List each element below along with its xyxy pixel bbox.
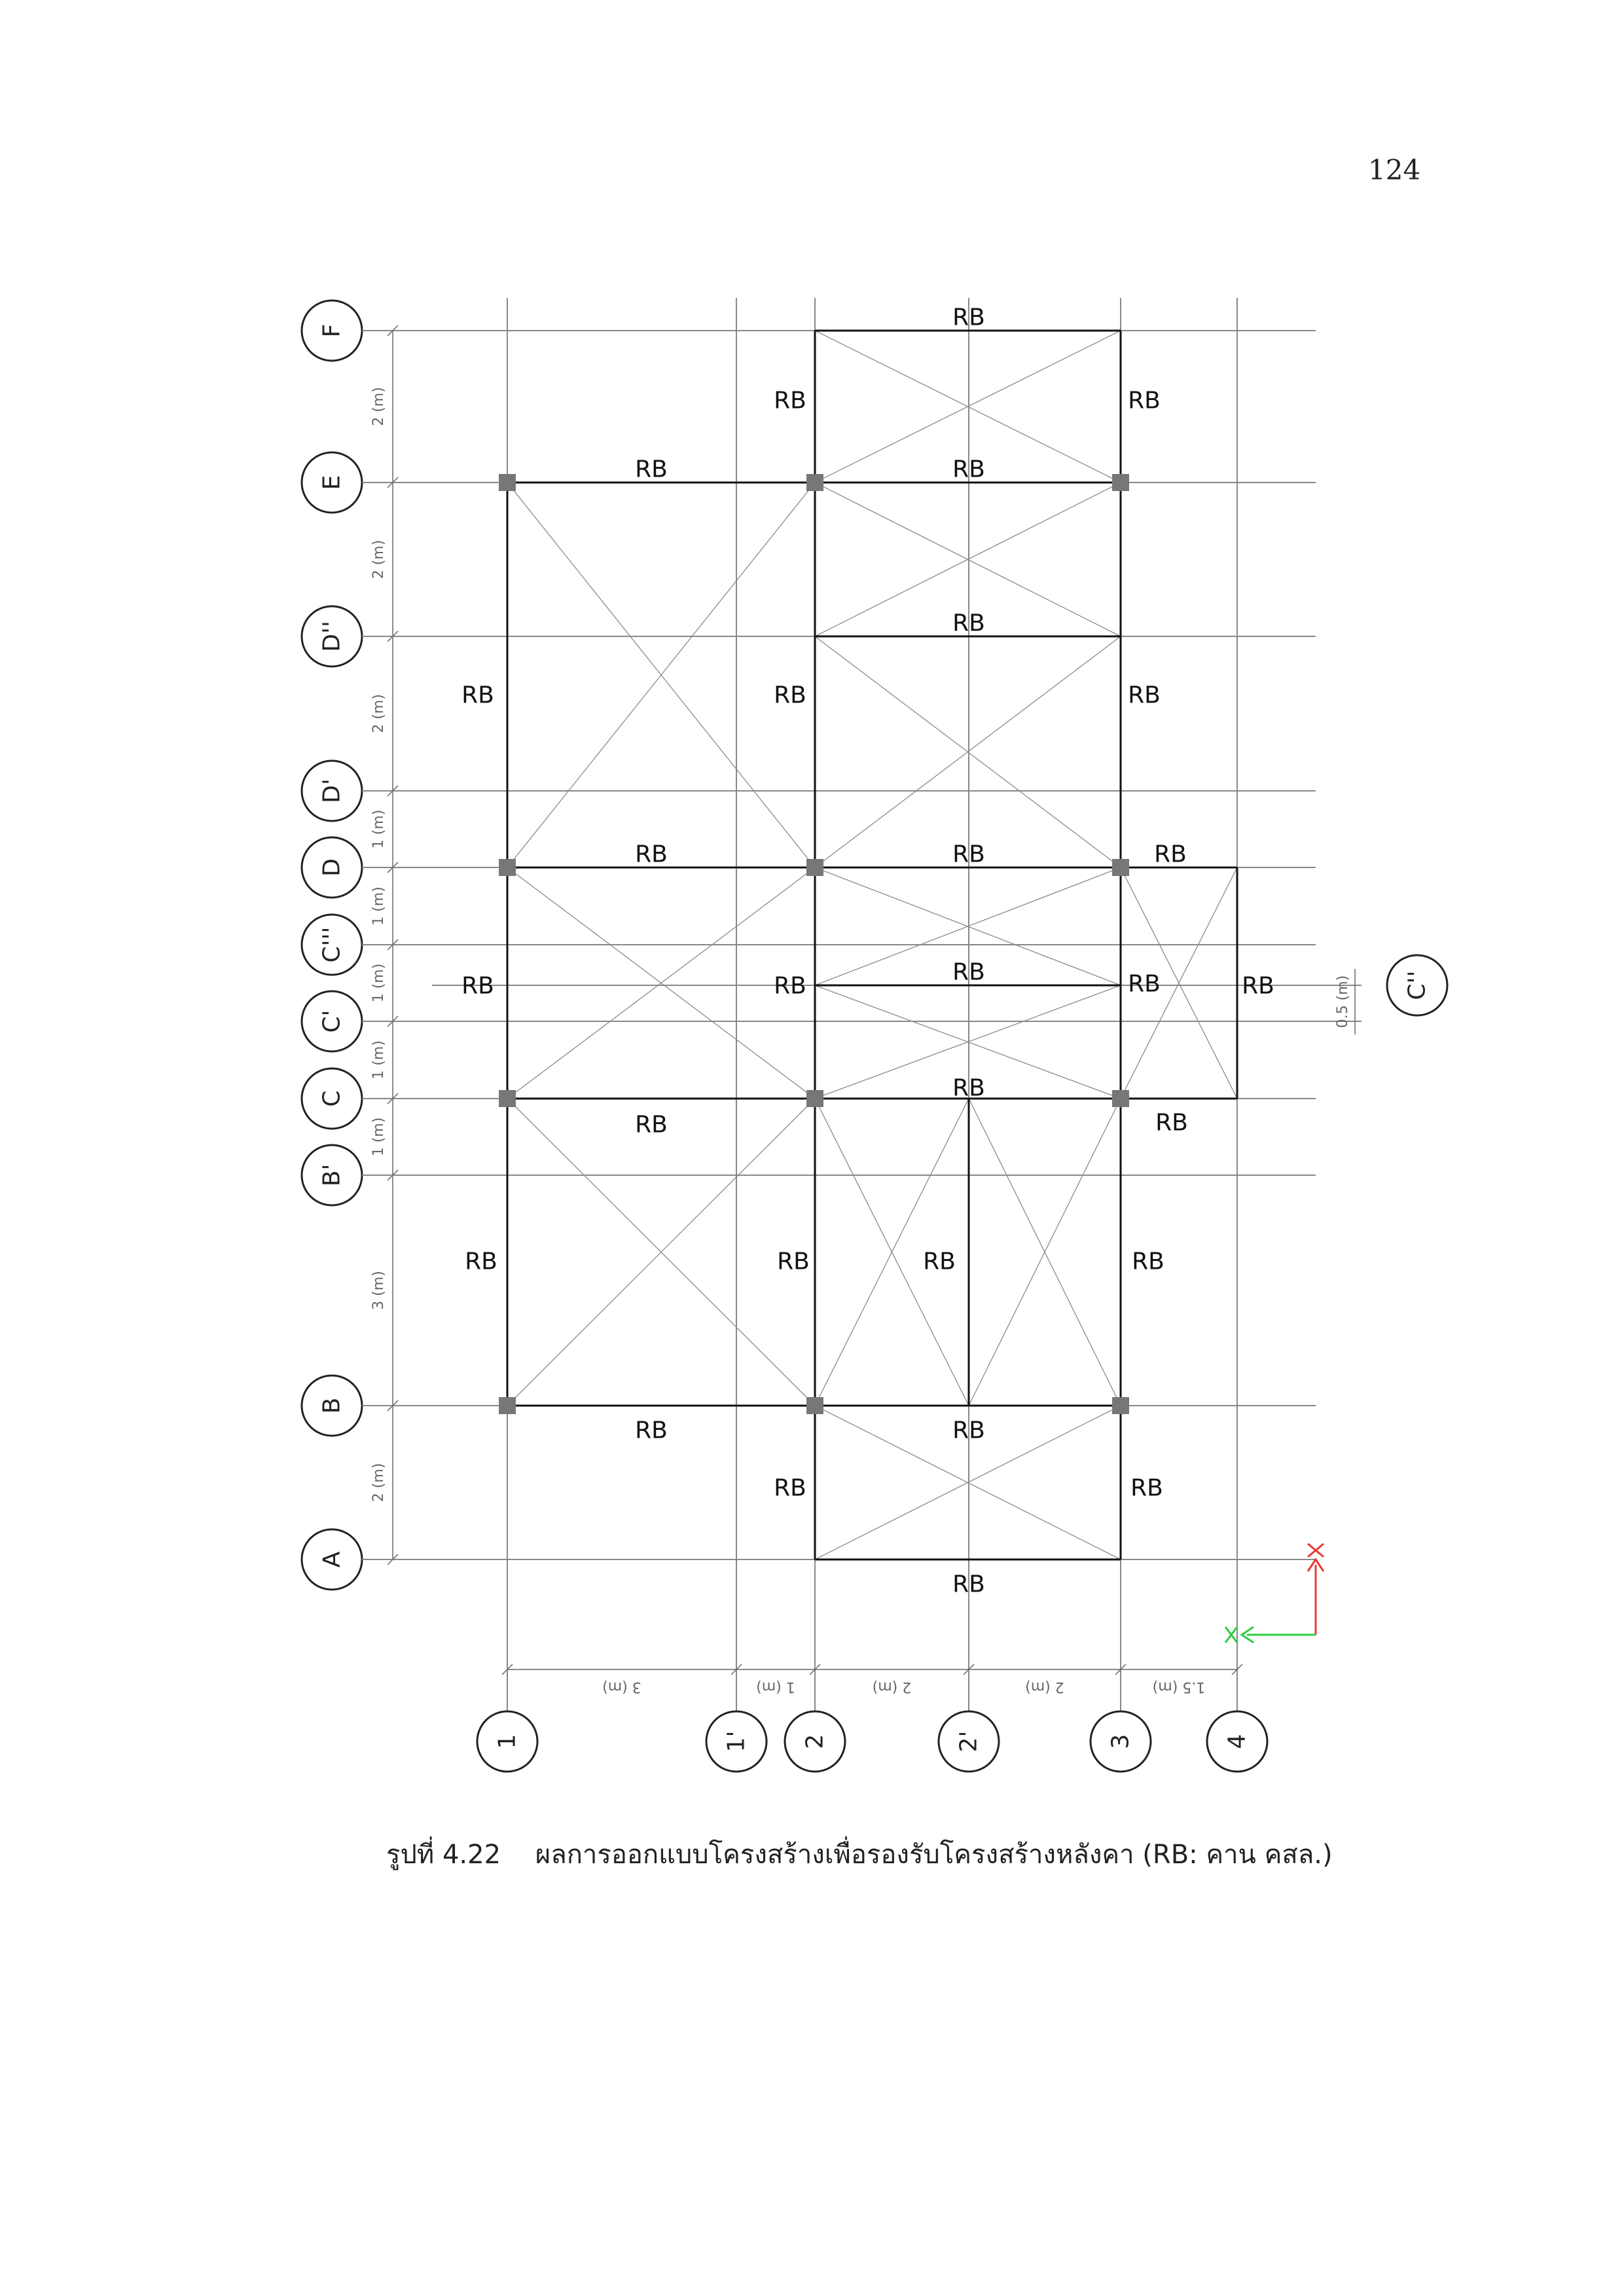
dimension-texts [370, 387, 1351, 1695]
row-bubble-label: C'' [1403, 970, 1431, 1000]
row-dimension-label: 1 (m) [370, 963, 387, 1003]
beam-label-rb: RB [1154, 841, 1187, 868]
column-marker [806, 1090, 823, 1107]
beam-label-rb: RB [1242, 972, 1274, 1000]
row-bubble-label: D'' [318, 621, 346, 652]
beam-label-rb: RB [1128, 970, 1161, 998]
beam-label-rb: RB [465, 1248, 497, 1275]
beam-label-rb: RB [952, 456, 985, 483]
row-bubble-label: C''' [318, 926, 346, 963]
col-dimension-label: 3 (m) [602, 1679, 641, 1695]
row-bubble-label: C [318, 1090, 346, 1107]
beam-label-rb: RB [952, 1074, 985, 1102]
column-marker [499, 474, 516, 491]
column-marker [1112, 1397, 1129, 1414]
beam-label-rb: RB [952, 1417, 985, 1444]
column-marker [806, 859, 823, 876]
beam-label-rb: RB [1132, 1248, 1164, 1275]
row-bubble-label: B [318, 1397, 346, 1414]
col-dimension-label: 1.5 (m) [1152, 1679, 1206, 1695]
beam-label-rb: RB [774, 972, 806, 1000]
beam-label-rb: RB [774, 387, 806, 414]
col-bubble-label: 1 [494, 1734, 521, 1749]
beam-label-rb: RB [1128, 387, 1161, 414]
beam-label-rb: RB [774, 1474, 806, 1502]
row-dimension-label: 1 (m) [370, 886, 387, 926]
row-bubble-label: D [318, 858, 346, 877]
beam-label-rb: RB [461, 972, 494, 1000]
col-bubble-label: 1' [723, 1730, 750, 1753]
col-dimension-label: 2 (m) [1025, 1679, 1064, 1695]
beam-labels [461, 304, 1274, 1598]
beam-label-rb: RB [635, 456, 668, 483]
beam-label-rb: RB [1128, 682, 1161, 709]
column-marker [499, 1397, 516, 1414]
row-dimension-label: 2 (m) [370, 539, 387, 579]
col-dimension-label: 2 (m) [872, 1679, 912, 1695]
beam-label-rb: RB [1130, 1474, 1163, 1502]
row-bubble-label: F [318, 323, 346, 338]
x-axis-cross-icon [1308, 1544, 1324, 1557]
coordinate-axes [1225, 1544, 1324, 1643]
y-axis-cross-icon [1225, 1627, 1237, 1643]
dimension-lines [388, 325, 1355, 1675]
figure-caption [386, 1833, 1434, 1875]
row-dimension-label: 1 (m) [370, 809, 387, 849]
row-bubble-label: D' [318, 778, 346, 803]
beam-label-rb: RB [635, 841, 668, 868]
grid-bubbles [302, 301, 1447, 1772]
beam-label-rb: RB [774, 682, 806, 709]
figure-number: รูปที่ 4.22 [386, 1840, 501, 1870]
beam-label-rb: RB [635, 1111, 668, 1139]
row-dimension-label: 0.5 (m) [1335, 975, 1351, 1029]
column-marker [499, 859, 516, 876]
beam-label-rb: RB [923, 1248, 956, 1275]
row-dimension-label: 2 (m) [370, 694, 387, 733]
col-bubble-label: 3 [1107, 1734, 1134, 1749]
beam-label-rb: RB [461, 682, 494, 709]
column-marker [1112, 1090, 1129, 1107]
beam-label-rb: RB [952, 958, 985, 986]
beam-label-rb: RB [1155, 1109, 1188, 1137]
row-bubble-label: A [318, 1551, 346, 1568]
beam-label-rb: RB [777, 1248, 810, 1275]
row-bubble-label: B' [318, 1163, 346, 1187]
column-marker [1112, 474, 1129, 491]
row-dimension-label: 1 (m) [370, 1117, 387, 1157]
page-number: 124 [1368, 154, 1421, 186]
row-dimension-label: 3 (m) [370, 1271, 387, 1310]
row-dimension-label: 2 (m) [370, 387, 387, 426]
figure-caption-text: ผลการออกแบบโครงสร้างเพื่อรองรับโครงสร้างหลังคา (RB: คาน คสล.) [535, 1840, 1333, 1870]
gridlines [393, 298, 1362, 1683]
col-dimension-label: 1 (m) [756, 1679, 795, 1695]
beam-label-rb: RB [952, 841, 985, 868]
column-marker [499, 1090, 516, 1107]
row-dimension-label: 1 (m) [370, 1040, 387, 1080]
column-marker [1112, 859, 1129, 876]
beam-label-rb: RB [952, 304, 985, 331]
row-bubble-label: E [318, 475, 346, 490]
column-marker [806, 474, 823, 491]
col-bubble-label: 2' [955, 1730, 983, 1753]
row-bubble-label: C' [318, 1010, 346, 1033]
column-marker [806, 1397, 823, 1414]
row-dimension-label: 2 (m) [370, 1463, 387, 1503]
beam-label-rb: RB [952, 610, 985, 637]
col-bubble-label: 2 [801, 1734, 829, 1749]
beam-label-rb: RB [635, 1417, 668, 1444]
beam-label-rb: RB [952, 1571, 985, 1598]
col-bubble-label: 4 [1223, 1734, 1251, 1749]
